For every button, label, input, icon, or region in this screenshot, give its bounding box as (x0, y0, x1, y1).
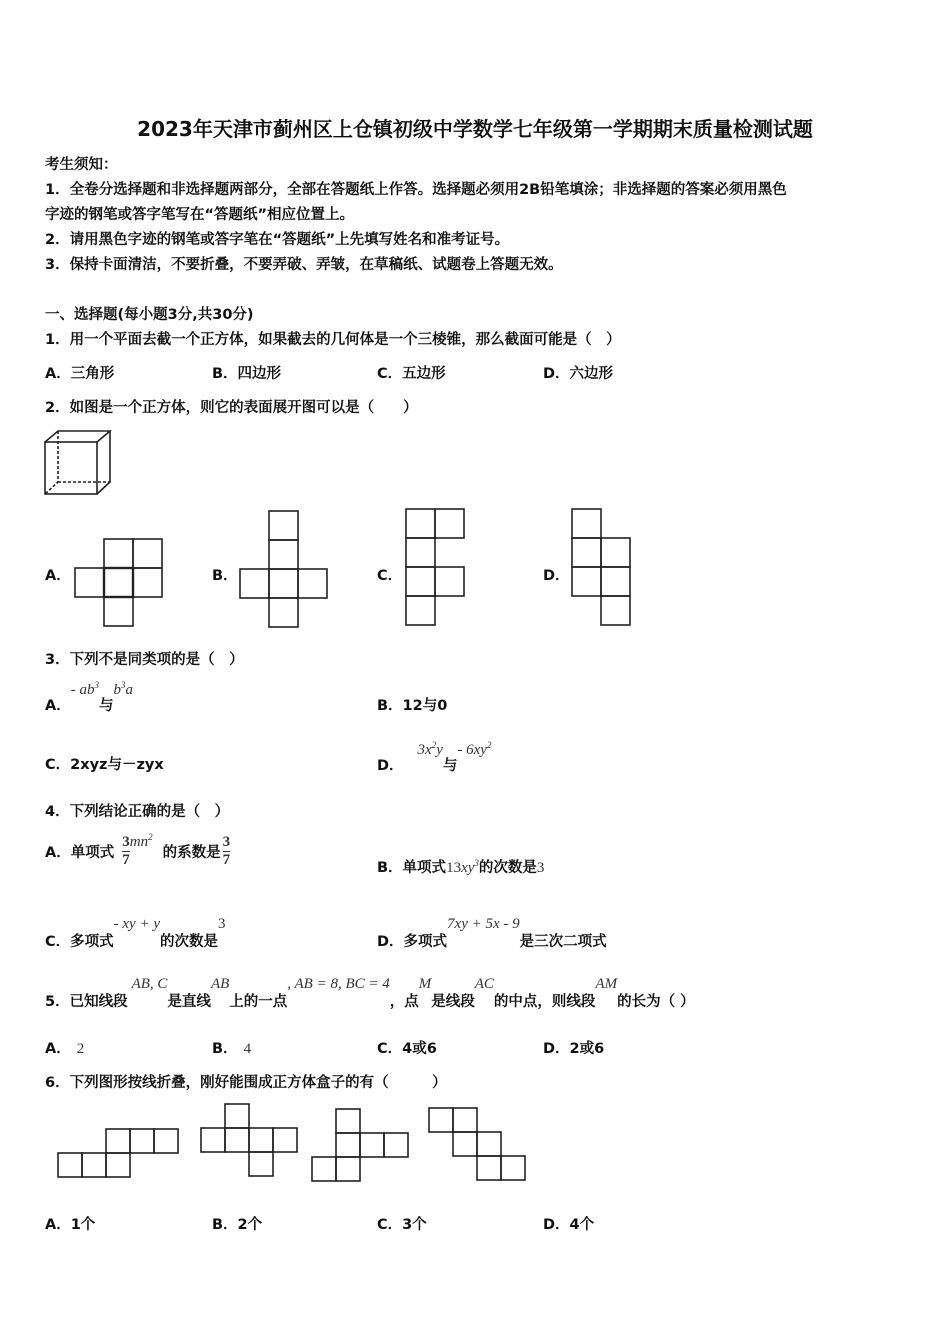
q6-option-c[interactable]: C．3个 (377, 1217, 427, 1233)
q4-c-mid: 的次数是 (160, 934, 218, 950)
q4-c-val: 3 (218, 916, 226, 932)
section-heading: 一、选择题(每小题3分,共30分) (45, 307, 254, 323)
q1-option-d[interactable]: D．六边形 (543, 366, 614, 382)
q4-a-var: $mn^2$ (129, 832, 153, 850)
q4-a-mid: 的系数是 (162, 845, 221, 861)
q6-net-3 (312, 1109, 412, 1184)
cube-figure (44, 430, 112, 496)
q4-d-label: D．多项式 (377, 934, 448, 950)
q2-net-b (240, 511, 328, 628)
q4-a-frac2: $\frac{3}{7}$ (222, 834, 231, 868)
q2-option-c[interactable]: C． (377, 568, 403, 584)
q4-c-label: C．多项式 (45, 934, 114, 950)
q3-option-a[interactable] (45, 680, 133, 715)
q5-option-d[interactable]: D．2或6 (543, 1041, 605, 1057)
notice-line-2: 2．请用黑色字迹的钢笔或答字笔在“答题纸”上先填写姓名和准考证号。 (45, 232, 510, 248)
notice-line-3: 3．保持卡面清洁，不要折叠，不要弄破、弄皱，在草稿纸、试题卷上答题无效。 (45, 257, 563, 273)
q2-stem: 2．如图是一个正方体，则它的表面展开图可以是（ ） (45, 400, 418, 416)
q1-option-b[interactable]: B．四边形 (212, 366, 282, 382)
q3-d-expr2: - $6xy^2$ (457, 740, 492, 758)
q6-stem: 6．下列图形按线折叠，刚好能围成正方体盒子的有（ ） (45, 1075, 447, 1091)
q4-b-val: 3 (536, 860, 545, 876)
q4-option-c[interactable] (45, 916, 226, 951)
q3-d-mid: 与 (442, 758, 458, 774)
q4-b-mid: 的次数是 (478, 860, 537, 876)
q3-a-expr2: $b^3a$ (113, 680, 133, 698)
q4-a-frac: $\frac{3}{7}$ (122, 834, 130, 868)
q1-option-c[interactable]: C．五边形 (377, 366, 446, 382)
q6-net-2 (201, 1104, 301, 1179)
q4-b-expr: $13xy^3$ (446, 858, 479, 876)
q3-d-label: D． (377, 758, 404, 774)
q4-d-mid: 是三次二项式 (519, 934, 607, 950)
q4-stem: 4．下列结论正确的是（ ） (45, 804, 230, 820)
q3-a-expr1: - $ab^3$ (70, 680, 99, 698)
q4-option-d[interactable] (377, 916, 607, 951)
q6-net-1 (58, 1129, 182, 1179)
q2-option-d[interactable]: D． (543, 568, 570, 584)
q3-stem: 3．下列不是同类项的是（ ） (45, 652, 244, 668)
q4-d-expr: 7xy + 5x - 9 (447, 916, 520, 932)
notice-heading: 考生须知： (45, 157, 118, 173)
q5-option-a[interactable]: A． 2 (45, 1041, 85, 1057)
notice-line-1a: 1．全卷分选择题和非选择题两部分，全部在答题纸上作答。选择题必须用2B铅笔填涂；非选择题的答案必须用黑色 (45, 182, 787, 198)
q6-option-d[interactable]: D．4个 (543, 1217, 595, 1233)
q4-option-b[interactable] (377, 856, 544, 877)
q2-net-d (572, 509, 632, 627)
q2-net-c (406, 509, 466, 627)
q4-a-label: A．单项式 (45, 845, 115, 861)
q6-net-4 (429, 1108, 529, 1183)
q1-option-a[interactable]: A．三角形 (45, 366, 115, 382)
q6-option-b[interactable]: B．2个 (212, 1217, 263, 1233)
q2-option-a[interactable]: A． (45, 568, 71, 584)
q5-stem: 5．已知线段AB, C是直线AB上的一点, AB = 8, BC = 4，点M是线段AC的中点，则线段AM的长为（ ） (45, 976, 695, 1010)
q5-option-c[interactable]: C．4或6 (377, 1041, 437, 1057)
q3-option-d[interactable] (377, 740, 491, 775)
q3-a-label: A． (45, 698, 71, 714)
q6-option-a[interactable]: A．1个 (45, 1217, 96, 1233)
q2-option-b[interactable]: B． (212, 568, 238, 584)
q3-option-c[interactable]: C．2xyz与－zyx (45, 757, 164, 773)
page-title: 2023年天津市蓟州区上仓镇初级中学数学七年级第一学期期末质量检测试题 (137, 117, 813, 141)
q3-option-b[interactable]: B．12与0 (377, 698, 448, 714)
notice-line-1b: 字迹的钢笔或答字笔写在“答题纸”相应位置上。 (45, 207, 355, 223)
q3-a-mid: 与 (98, 698, 114, 714)
q2-net-a (75, 539, 163, 627)
q4-c-expr: - xy + y (113, 916, 160, 932)
q3-d-expr1: $3x^2y$ (417, 740, 443, 758)
q5-option-b[interactable]: B． 4 (212, 1041, 252, 1057)
q4-option-a[interactable] (45, 834, 230, 869)
q1-stem: 1．用一个平面去截一个正方体，如果截去的几何体是一个三棱锥，那么截面可能是（ ） (45, 332, 621, 348)
q4-b-label: B．单项式 (377, 860, 447, 876)
